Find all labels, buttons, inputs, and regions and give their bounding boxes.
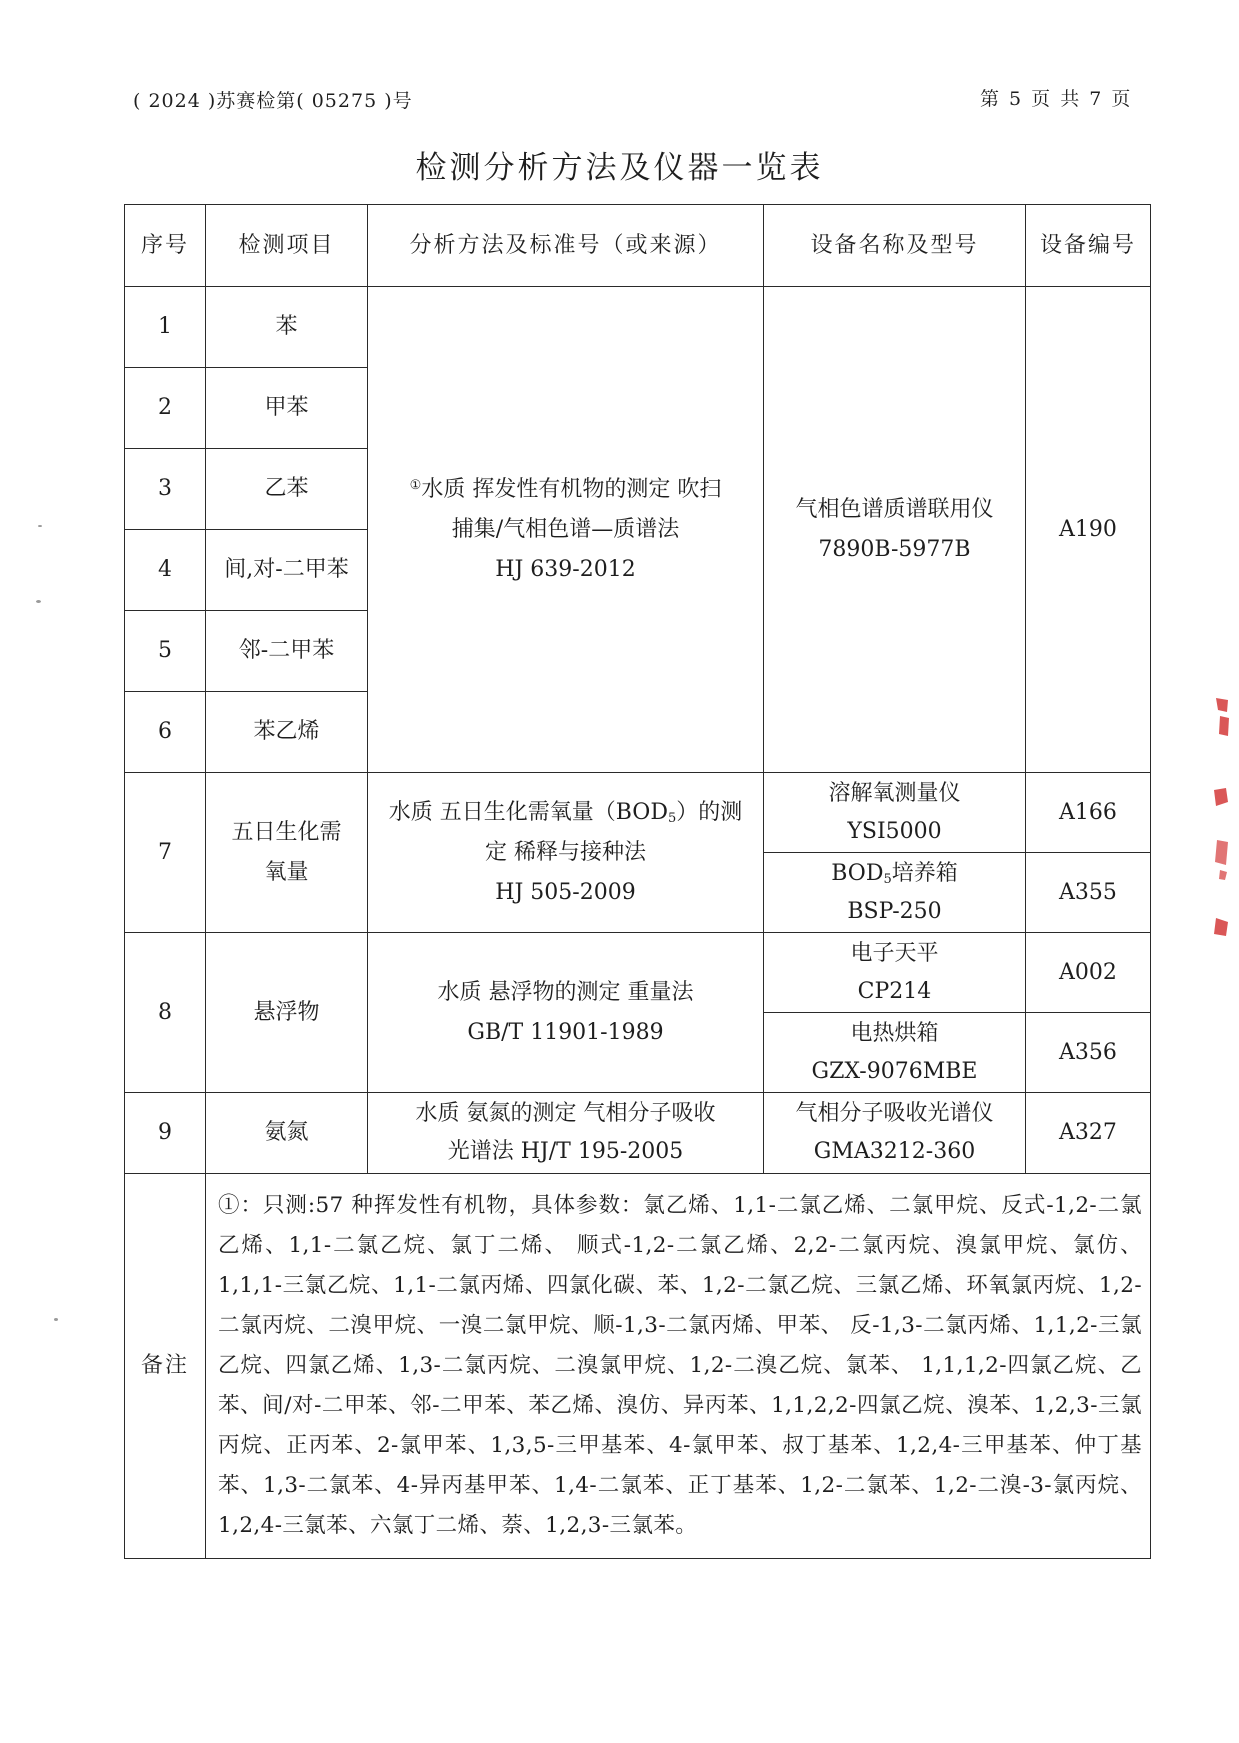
device-model: GMA3212-360 [813,1139,976,1164]
method-line: 水质 挥发性有机物的测定 吹扫 [421,476,722,502]
notes-text: ①：只测:57 种挥发性有机物，具体参数：氯乙烯、1,1-二氯乙烯、二氯甲烷、反式-1,2-二氯乙烯、1,1-二氯乙烷、氯丁二烯、 顺式-1,2-二氯乙烯、2,2-二氯丙烷、溴氯甲烷、氯仿、1,1,1-三氯乙烷、1,1-二氯丙烯、四氯化碳、苯、1,2-二氯乙烷、三氯乙烯、环氧氯丙烷、1,2-二氯丙烷、二溴甲烷、一溴二氯甲烷、顺-1,3-二氯丙烯、甲苯、 反-1,3-二氯丙烯、1,1,2-三氯乙烷、四氯乙烯、1,3-二氯丙烷、二溴氯甲烷、1,2-二溴乙烷、氯苯、 1,1,1,2-四氯乙烷、乙苯、间/对-二甲苯、邻-二甲苯、苯乙烯、溴仿、异丙苯、1,1,2,2-四氯乙烷、溴苯、1,2,3-三氯丙烷、正丙苯、2-氯甲苯、1,3,5-三甲基苯、4-氯甲苯、叔丁基苯、1,2,4-三甲基苯、仲丁基苯、1,3-二氯苯、4-异丙基甲苯、1,4-二氯苯、正丁基苯、1,2-二氯苯、1,2-二溴-3-氯丙烷、1,2,4-三氯苯、六氯丁二烯、萘、1,2,3-三氯苯。 [206,1174,1151,1559]
device-model: CP214 [857,978,932,1004]
device-cell [764,287,1026,773]
method-line: 水质 氨氮的测定 气相分子吸收 [415,1101,716,1126]
device-cell [764,1093,1026,1174]
row-no: 1 [125,287,206,368]
device-name: 溶解氧测量仪 [828,780,961,806]
device-cell [764,1013,1026,1093]
row-item: 悬浮物 [206,933,368,1093]
method-cell [368,1093,764,1174]
method-line: 捕集/气相色谱—质谱法 [451,516,680,542]
row-no: 5 [125,611,206,692]
row-no: 2 [125,368,206,449]
scan-speck [38,525,42,527]
row-item: 苯乙烯 [206,692,368,773]
row-item: 乙苯 [206,449,368,530]
device-name: 培养箱 [891,860,958,886]
method-standard: GB/T 11901-1989 [467,1019,664,1045]
device-cell [764,853,1026,933]
item-line: 五日生化需 [231,819,342,845]
subscript: 5 [883,871,892,887]
row-item: 氨氮 [206,1093,368,1174]
device-id: A190 [1026,287,1151,773]
red-seal-stamp-fragment [1208,690,1232,940]
method-text: ）的测 [676,799,743,825]
page-title: 检测分析方法及仪器一览表 [415,150,824,186]
table-header-row [125,205,1151,287]
page-info: 第 5 页 共 7 页 [980,88,1133,110]
table-row [125,933,1151,1013]
method-line: 光谱法 HJ/T 195-2005 [447,1139,684,1164]
col-header-device: 设备名称及型号 [764,205,1026,287]
notes-row [125,1174,1151,1559]
row-item: 间,对-二甲苯 [206,530,368,611]
subscript: 5 [667,810,677,826]
method-line: 定 稀释与接种法 [485,839,646,865]
device-model: BSP-250 [847,898,942,924]
methods-table [124,204,1151,1559]
item-line: 氧量 [264,859,309,885]
scan-speck [36,600,41,603]
report-number: ( 2024 )苏赛检第( 05275 )号 [133,90,413,112]
device-model: YSI5000 [847,818,942,844]
table-row [125,1093,1151,1174]
col-header-device-id: 设备编号 [1026,205,1151,287]
device-name: 电子天平 [850,940,939,966]
device-name: BOD [831,860,884,886]
method-cell [368,773,764,933]
device-model: GZX-9076MBE [811,1058,978,1084]
row-no: 8 [125,933,206,1093]
method-standard: HJ 505-2009 [495,879,636,905]
row-no: 3 [125,449,206,530]
notes-label: 备注 [125,1174,206,1559]
device-cell [764,773,1026,853]
row-no: 6 [125,692,206,773]
device-id: A356 [1026,1013,1151,1093]
device-id: A002 [1026,933,1151,1013]
row-item: 甲苯 [206,368,368,449]
method-cell [368,933,764,1093]
row-item: 苯 [206,287,368,368]
device-id: A166 [1026,773,1151,853]
row-item: 邻-二甲苯 [206,611,368,692]
device-name: 气相色谱质谱联用仪 [795,496,994,522]
method-standard: HJ 639-2012 [495,556,636,582]
col-header-no: 序号 [125,205,206,287]
method-text: 水质 五日生化需氧量（BOD [388,799,668,825]
device-cell [764,933,1026,1013]
device-name: 电热烘箱 [850,1020,939,1046]
table-row [125,773,1151,853]
row-no: 7 [125,773,206,933]
row-item [206,773,368,933]
device-name: 气相分子吸收光谱仪 [795,1101,994,1126]
device-model: 7890B-5977B [818,536,971,562]
method-cell [368,287,764,773]
table-row [125,287,1151,368]
row-no: 9 [125,1093,206,1174]
device-id: A327 [1026,1093,1151,1174]
scan-speck [54,1318,58,1321]
row-no: 4 [125,530,206,611]
col-header-item: 检测项目 [206,205,368,287]
method-line: 水质 悬浮物的测定 重量法 [437,979,694,1005]
footnote-mark: ① [409,477,422,493]
col-header-method: 分析方法及标准号（或来源） [368,205,764,287]
device-id: A355 [1026,853,1151,933]
